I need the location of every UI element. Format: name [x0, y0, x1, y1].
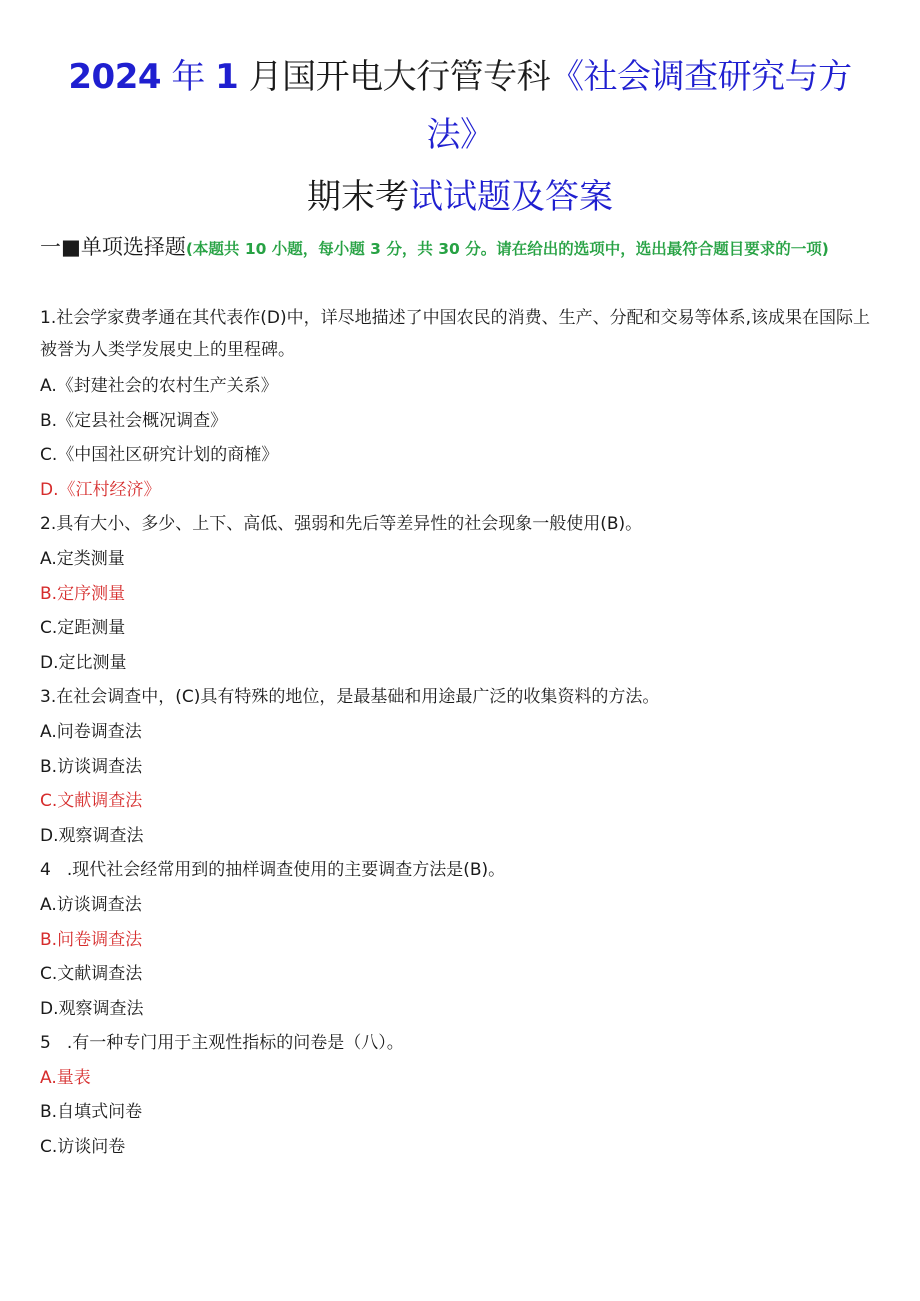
- subtitle-blue: 试试题及答案: [409, 177, 613, 217]
- title-line-1: [0, 48, 920, 106]
- question-list: [40, 302, 885, 1165]
- option-d: D.定比测量: [40, 652, 127, 673]
- option-b-correct: B.定序测量: [40, 583, 126, 604]
- question-text: .现代社会经常用到的抽样调查使用的主要调查方法是(B)。: [66, 860, 506, 881]
- option-a: A.访谈调查法: [40, 894, 142, 915]
- subtitle-dark: 期末考: [307, 177, 409, 217]
- option-c: C.《中国社区研究计划的商榷》: [40, 445, 279, 466]
- document-title: [0, 48, 920, 164]
- option-d: D.观察调查法: [40, 825, 144, 846]
- option-a-correct: A.量表: [40, 1067, 91, 1088]
- question-stem: 3.在社会调查中，(C)具有特殊的地位，是最基础和用途最广泛的收集资料的方法。: [40, 687, 660, 708]
- option-c: C.定距测量: [40, 618, 126, 639]
- option-a: A.问卷调查法: [40, 721, 142, 742]
- question-2: [40, 507, 885, 680]
- title-course-name: 《社会调查研究与方: [550, 57, 852, 97]
- question-stem: 1.社会学家费孝通在其代表作(D)中，详尽地描述了中国农民的消费、生产、分配和交易等体系,该成果在国际上被誉为人类学发展史上的里程碑。: [40, 308, 870, 360]
- document-subtitle: [0, 172, 920, 222]
- title-course-org: 月国开电大行管专科: [248, 57, 551, 97]
- option-b: B.自填式问卷: [40, 1102, 143, 1123]
- title-year: 2024: [68, 57, 162, 97]
- title-course-name-end: 法》: [426, 115, 494, 155]
- question-stem: [40, 853, 885, 888]
- option-c: C.文献调查法: [40, 964, 143, 985]
- question-number: 5: [40, 1033, 51, 1054]
- option-a: A.《封建社会的农村生产关系》: [40, 376, 278, 396]
- title-line-2: [0, 106, 920, 164]
- question-stem: 2.具有大小、多少、上下、高低、强弱和先后等差异性的社会现象一般使用(B)。: [40, 514, 643, 535]
- question-4: [40, 853, 885, 1026]
- option-c: C.访谈问卷: [40, 1137, 126, 1158]
- title-month: 1: [215, 57, 239, 97]
- question-text: .有一种专门用于主观性指标的问卷是（八）。: [66, 1033, 404, 1054]
- option-a: A.定类测量: [40, 548, 125, 569]
- section-title: 一■单项选择题: [40, 235, 186, 259]
- question-stem: [40, 1026, 885, 1061]
- question-5: [40, 1026, 885, 1164]
- option-b: B.《定县社会概况调查》: [40, 410, 228, 431]
- section-heading: [40, 230, 885, 266]
- option-d: D.观察调查法: [40, 998, 144, 1019]
- option-c-correct: C.文献调查法: [40, 791, 143, 812]
- option-b-correct: B.问卷调查法: [40, 929, 143, 950]
- title-year-suffix: 年: [171, 57, 205, 97]
- question-1: [40, 302, 885, 507]
- question-number: 4: [40, 860, 51, 881]
- option-d-correct: D.《江村经济》: [40, 479, 161, 500]
- section-instructions: (本题共 10 小题，每小题 3 分，共 30 分。请在给出的选项中，选出最符合题目要求的一项): [185, 240, 829, 258]
- question-3: [40, 680, 885, 853]
- option-b: B.访谈调查法: [40, 756, 143, 777]
